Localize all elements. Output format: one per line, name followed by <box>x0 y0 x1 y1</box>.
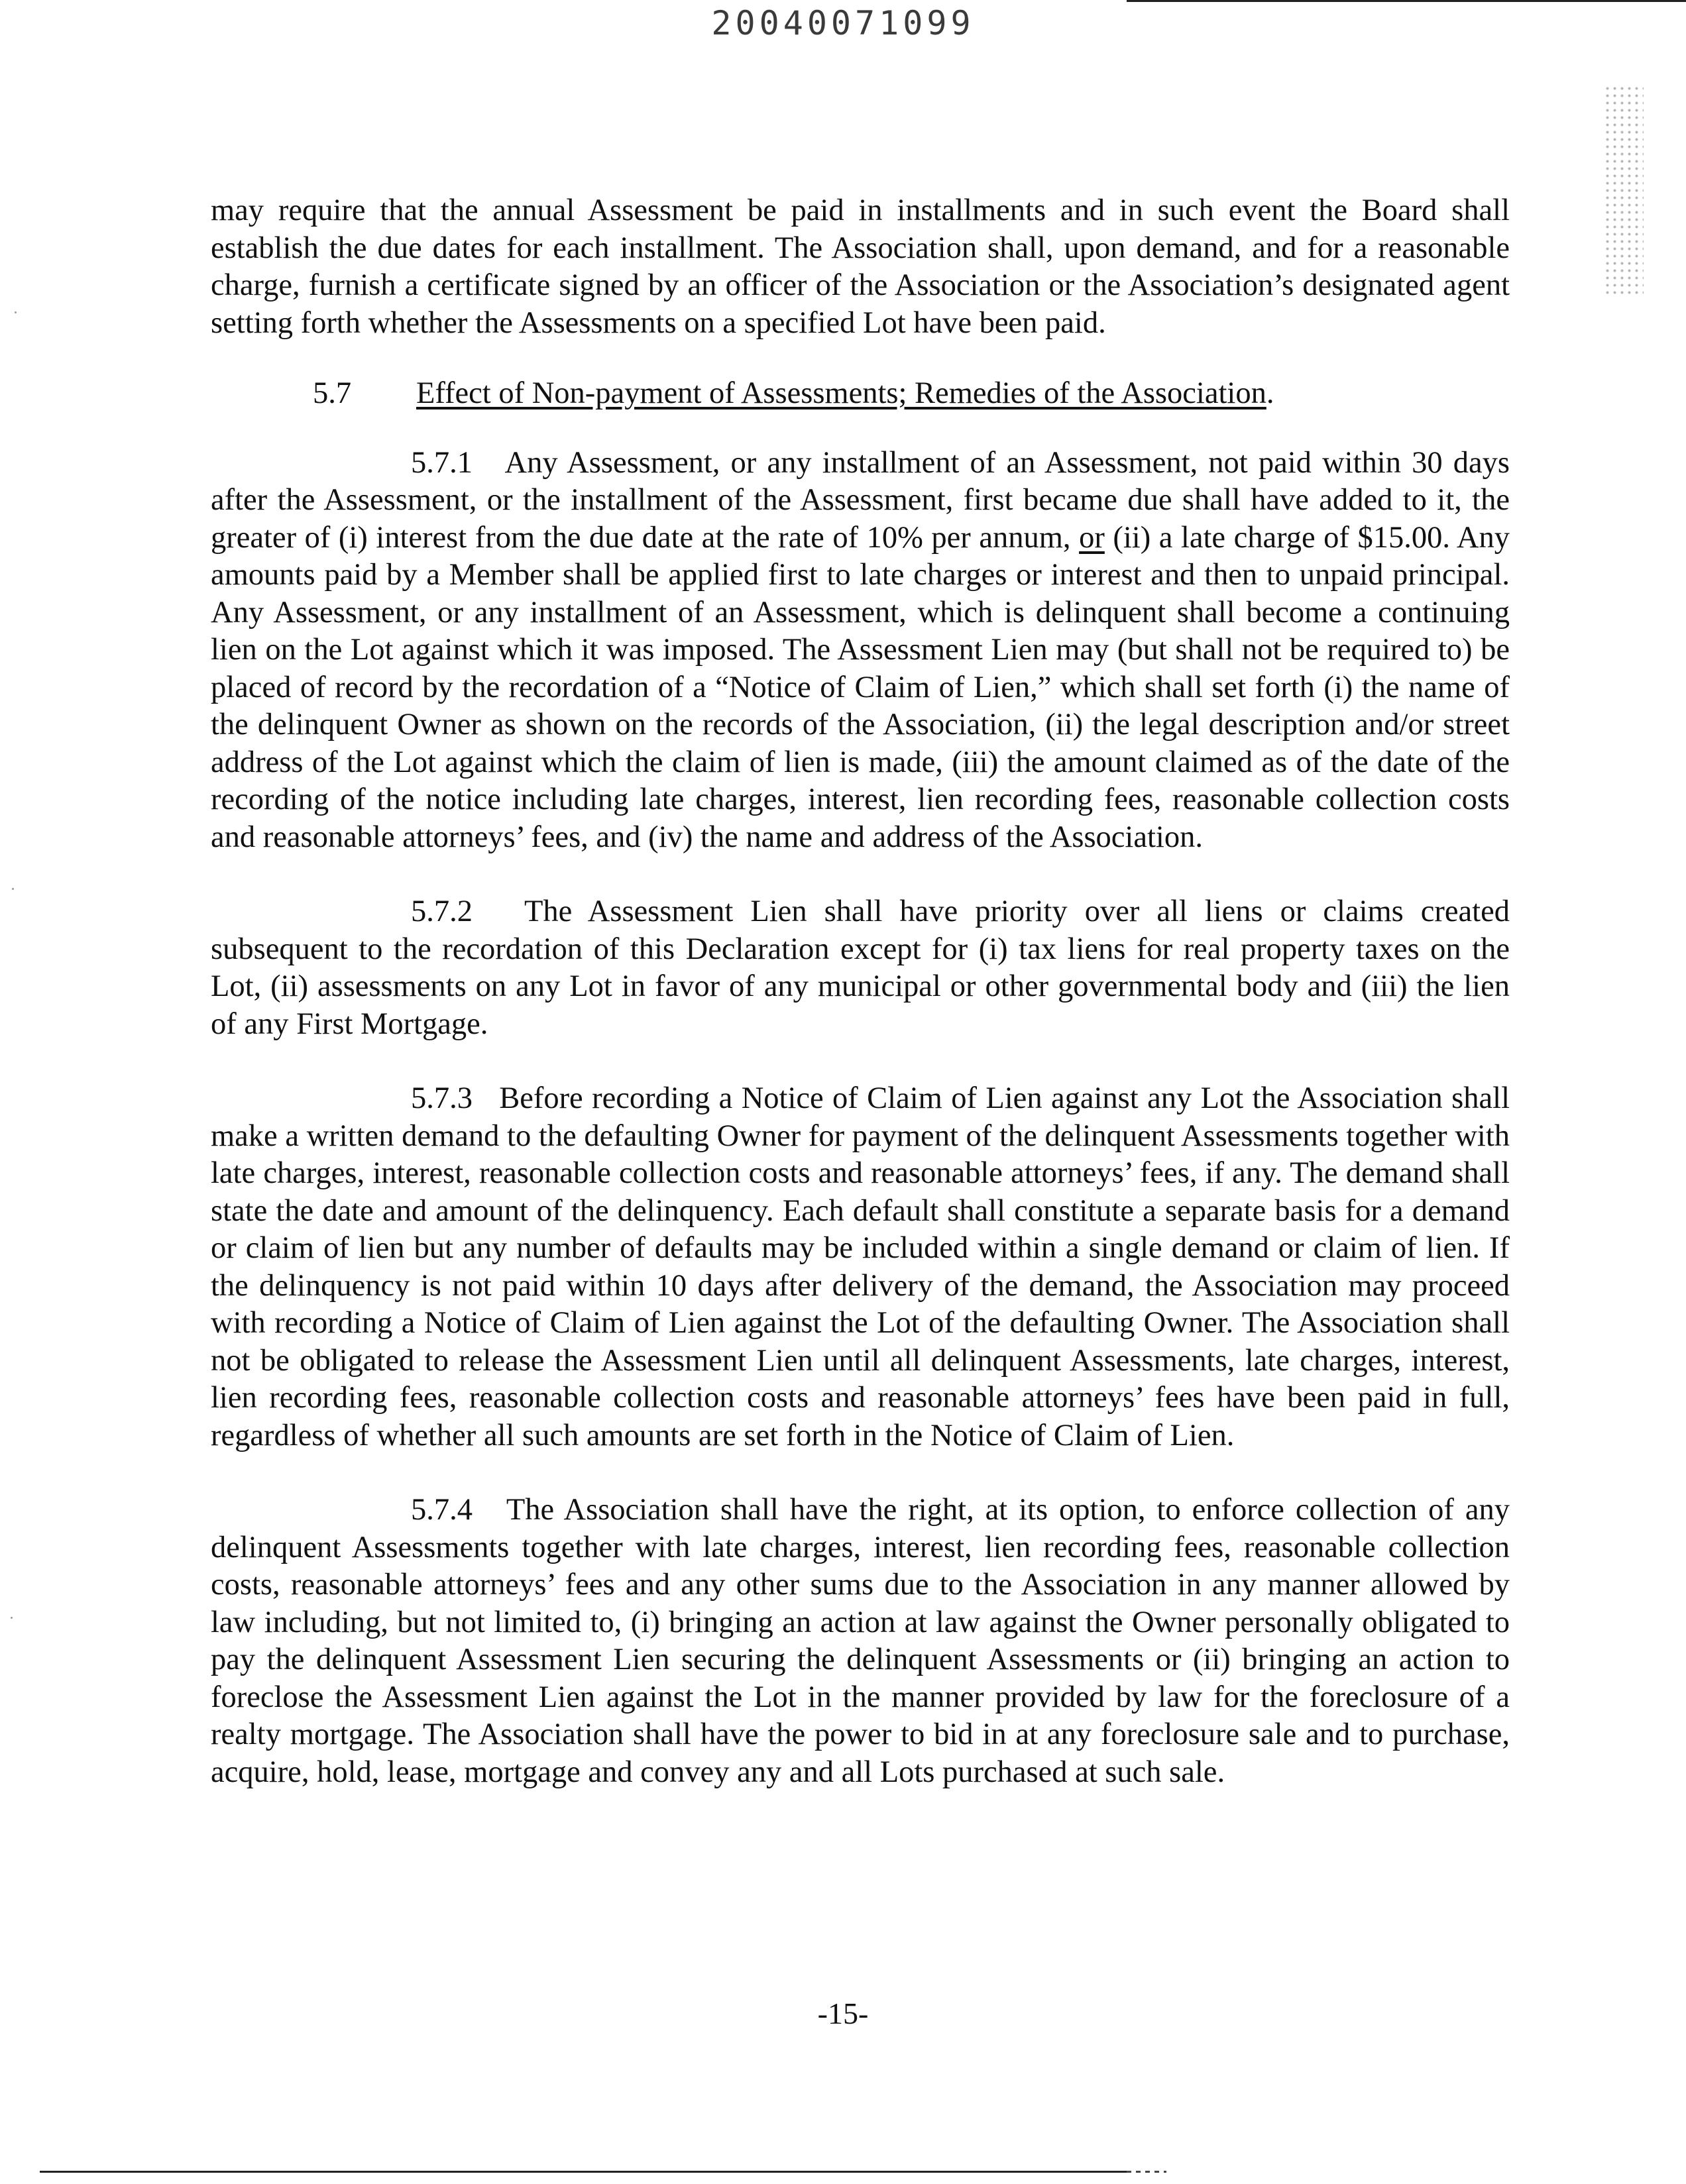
page-body <box>211 192 1510 1828</box>
document-number: 20040071099 <box>711 4 975 42</box>
subsection-number: 5.7.3 <box>411 1081 473 1115</box>
section-heading <box>211 372 1510 413</box>
section-title-period: . <box>1266 376 1274 410</box>
subsection-5-7-3 <box>211 1080 1510 1454</box>
underlined-or: or <box>1079 520 1105 555</box>
subsection-5-7-1 <box>211 445 1510 857</box>
page-number: -15- <box>817 1996 869 2030</box>
subsection-text: Before recording a Notice of Claim of Lien against any Lot the Association shall make a written demand to the defaulting Owner for payment of the delinquent Assessments together with late charges, interest, reasonable collection costs and reasonable attorneys’ fees, if any. The demand shall state the date and amount of the delinquency. Each default shall constitute a separate basis for a demand or claim of lien but any number of defaults may be included within a single demand or claim of lien. If the delinquency is not paid within 10 days after delivery of the demand, the Association may proceed with recording a Notice of Claim of Lien against the Lot of the defaulting Owner. The Association shall not be obligated to release the Assessment Lien until all delinquent Assessments, late charges, interest, lien recording fees, reasonable collection costs and reasonable attorneys’ fees have been paid in full, regardless of whether all such amounts are set forth in the Notice of Claim of Lien. <box>211 1081 1510 1452</box>
section-number: 5.7 <box>313 376 352 410</box>
subsection-5-7-2 <box>211 893 1510 1043</box>
bottom-scan-rule-dashed <box>1127 2171 1166 2173</box>
subsection-text: Any Assessment, or any installment of an Assessment, not paid within 30 days after the Assessment, or the installment of the Assessment, first became due shall have added to it, the greater of (i) interest from the due date at the rate of 10% per annum, <box>211 445 1510 555</box>
scan-speck <box>11 1617 13 1619</box>
subsection-text: The Association shall have the right, at its option, to enforce collection of any delinquent Assessments together with late charges, interest, lien recording fees, reasonable collection costs, reasonable attorneys’ fees and any other sums due to the Association in any manner allowed by law including, but not limited to, (i) bringing an action at law against the Owner personally obligated to pay the delinquent Assessment Lien securing the delinquent Assessments or (ii) bringing an action to foreclose the Assessment Lien against the Lot in the manner provided by law for the foreclosure of a realty mortgage. The Association shall have the power to bid in at any foreclosure sale and to purchase, acquire, hold, lease, mortgage and convey any and all Lots purchased at such sale. <box>211 1493 1510 1789</box>
margin-scan-marks <box>1604 85 1644 297</box>
subsection-number: 5.7.4 <box>411 1493 473 1527</box>
section-title: Effect of Non-payment of Assessments; Remedies of the Association <box>416 376 1266 410</box>
scan-speck <box>12 888 14 890</box>
subsection-number: 5.7.1 <box>411 445 473 480</box>
opening-paragraph: may require that the annual Assessment be paid in installments and in such event the Board shall establish the due dates for each installment. The Association shall, upon demand, and for a reasonable charge, furnish a certificate signed by an officer of the Association or the Association’s designated agent setting forth whether the Assessments on a specified Lot have been paid. <box>211 193 1510 340</box>
top-scan-rule <box>1127 0 1686 2</box>
subsection-text: The Assessment Lien shall have priority over all liens or claims created subsequent to the recordation of this Declaration except for (i) tax liens for real property taxes on the Lot, (ii) assessments on any Lot in favor of any municipal or other governmental body and (iii) the lien of any First Mortgage. <box>211 895 1510 1041</box>
bottom-scan-rule <box>40 2171 1127 2173</box>
subsection-number: 5.7.2 <box>411 895 473 928</box>
subsection-5-7-4 <box>211 1492 1510 1791</box>
subsection-text-continued: (ii) a late charge of $15.00. Any amounts paid by a Member shall be applied first to late charges or interest and then to unpaid principal. Any Assessment, or any installment of an Assessment, which is delinquent shall become a continuing lien on the Lot against which it was imposed. The Assessment Lien may (but shall not be required to) be placed of record by the recordation of a “Notice of Claim of Lien,” which shall set forth (i) the name of the delinquent Owner as shown on the records of the Association, (ii) the legal description and/or street address of the Lot against which the claim of lien is made, (iii) the amount claimed as of the date of the recording of the notice including late charges, interest, lien recording fees, reasonable collection costs and reasonable attorneys’ fees, and (iv) the name and address of the Association. <box>211 520 1510 854</box>
scan-speck <box>15 311 17 313</box>
